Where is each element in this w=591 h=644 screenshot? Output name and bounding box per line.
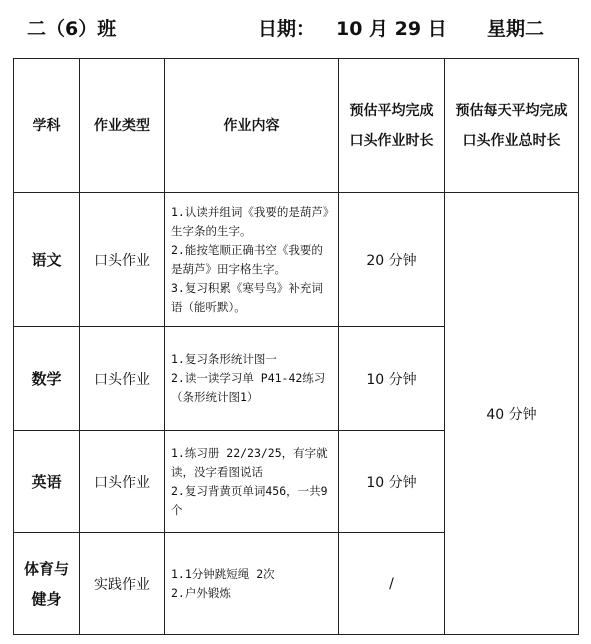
- content-line: 3.复习积累《寒号鸟》补充词语（能听默）。: [171, 280, 323, 314]
- content-cell: [165, 431, 339, 533]
- col-header-duration: 预估平均完成口头作业时长: [339, 59, 445, 193]
- subject-cell: 英语: [14, 431, 80, 533]
- type-cell: 口头作业: [80, 431, 165, 533]
- col-header-type: 作业类型: [80, 59, 165, 193]
- class-name: 二（6）班: [27, 18, 117, 40]
- duration-cell: 10 分钟: [339, 431, 445, 533]
- content-cell: [165, 533, 339, 635]
- content-cell: [165, 327, 339, 431]
- subject-cell: 数学: [14, 327, 80, 431]
- content-line: 1.认读并组词《我要的是葫芦》生字条的生字。: [171, 204, 329, 238]
- content-line: 2.读一读学习单 P41-42练习（条形统计图1）: [171, 371, 326, 404]
- content-cell: [165, 193, 339, 327]
- type-cell: 口头作业: [80, 193, 165, 327]
- content-line: 2.能按笔顺正确书空《我要的是葫芦》田字格生字。: [171, 242, 323, 276]
- col-header-total: 预估每天平均完成口头作业总时长: [445, 59, 579, 193]
- type-cell: 实践作业: [80, 533, 165, 635]
- content-line: 1.练习册 22/23/25，有字就读，没字看图说话: [171, 445, 328, 479]
- content-line: 1.复习条形统计图一: [171, 352, 277, 366]
- duration-cell: /: [339, 533, 445, 635]
- subject-cell: 体育与健身: [14, 533, 80, 635]
- col-header-content: 作业内容: [165, 59, 339, 193]
- content-line: 1.1分钟跳短绳 2次: [171, 566, 275, 581]
- date-value: 10 月 29 日: [336, 18, 447, 40]
- table-header-row: [14, 59, 579, 193]
- col-header-subject: 学科: [14, 59, 80, 193]
- date-label: 日期：: [258, 18, 316, 40]
- duration-cell: 20 分钟: [339, 193, 445, 327]
- total-duration-cell: 40 分钟: [445, 193, 579, 635]
- weekday: 星期二: [487, 18, 545, 40]
- subject-cell: 语文: [14, 193, 80, 327]
- table-row: [14, 193, 579, 327]
- content-line: 2.户外锻炼: [171, 585, 231, 600]
- content-line: 2.复习背黄页单词456，一共9个: [171, 483, 328, 517]
- type-cell: 口头作业: [80, 327, 165, 431]
- homework-table: [13, 58, 579, 635]
- page-header: [0, 10, 591, 44]
- duration-cell: 10 分钟: [339, 327, 445, 431]
